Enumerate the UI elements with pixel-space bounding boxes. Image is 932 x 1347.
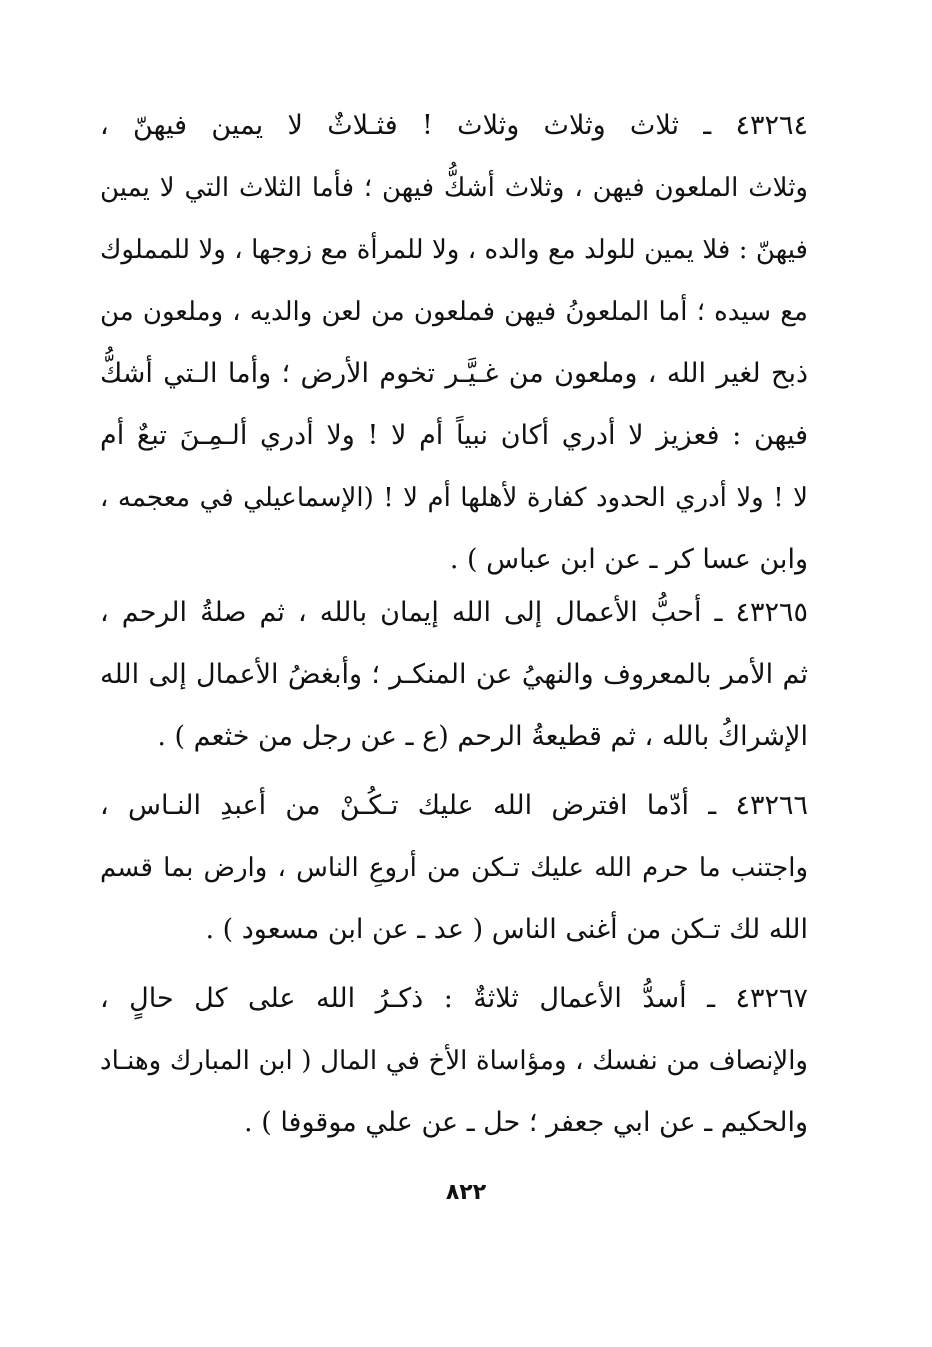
text-line: ٤٣٢٦٥ ـ أحبُّ الأعمال إلى الله إيمان بالله ، ثم صلةُ الرحم ، xyxy=(100,597,808,628)
text-line: مع سيده ؛ أما الملعونُ فيهن فملعون من لعن والديه ، وملعون من xyxy=(100,297,808,327)
text-line: الله لك تـكن من أغنى الناس ( عد ـ عن ابن مسعود ) . xyxy=(205,914,808,945)
text-line: ٤٣٢٦٤ ـ ثلاث وثلاث وثلاث ! فثـلاثٌ لا يمين فيهنّ ، xyxy=(100,110,808,141)
text-line: فيهن : فعزيز لا أدري أكان نبياً أم لا ! ولا أدري ألـمِـنَ تبعٌ أم xyxy=(100,420,808,451)
page-number: ٨٢٢ xyxy=(445,1180,487,1205)
hadith-entry-43266 xyxy=(100,775,808,961)
hadith-entry-43265 xyxy=(100,582,808,768)
hadith-entry-43267 xyxy=(100,968,808,1154)
text-line: ٤٣٢٦٦ ـ أدّما افترض الله عليك تـكُـنْ من أعبدِ النـاس ، xyxy=(100,790,808,821)
text-line: ثم الأمر بالمعروف والنهيُ عن المنكـر ؛ وأبغضُ الأعمال إلى الله xyxy=(100,659,808,690)
text-line: الإشراكُ بالله ، ثم قطيعةُ الرحم (ع ـ عن رجل من خثعم ) . xyxy=(157,721,808,752)
text-line: وابن عسا كر ـ عن ابن عباس ) . xyxy=(449,544,808,575)
text-line: ٤٣٢٦٧ ـ أسدُّ الأعمال ثلاثةٌ : ذكـرُ الله على كل حالٍ ، xyxy=(100,983,808,1014)
text-line: واجتنب ما حرم الله عليك تـكن من أروعِ الناس ، وارض بما قسم xyxy=(100,853,808,883)
hadith-entry-43264 xyxy=(100,95,808,591)
text-line: والإنصاف من نفسك ، ومؤاساة الأخ في المال ( ابن المبارك وهنـاد xyxy=(100,1046,808,1076)
text-line: ذبح لغير الله ، وملعون من غـيَّـر تخوم الأرض ؛ وأما الـتي أشكُّ xyxy=(100,358,808,389)
text-line: وثلاث الملعون فيهن ، وثلاث أشكُّ فيهن ؛ فأما الثلاث التي لا يمين xyxy=(100,173,808,203)
text-line: لا ! ولا أدري الحدود كفارة لأهلها أم لا ! (الإسماعيلي في معجمه ، xyxy=(100,483,808,513)
text-line: فيهنّ : فلا يمين للولد مع والده ، ولا للمرأة مع زوجها ، ولا للمملوك xyxy=(100,235,808,265)
text-line: والحكيم ـ عن ابي جعفر ؛ حل ـ عن علي موقوفا ) . xyxy=(244,1107,808,1138)
